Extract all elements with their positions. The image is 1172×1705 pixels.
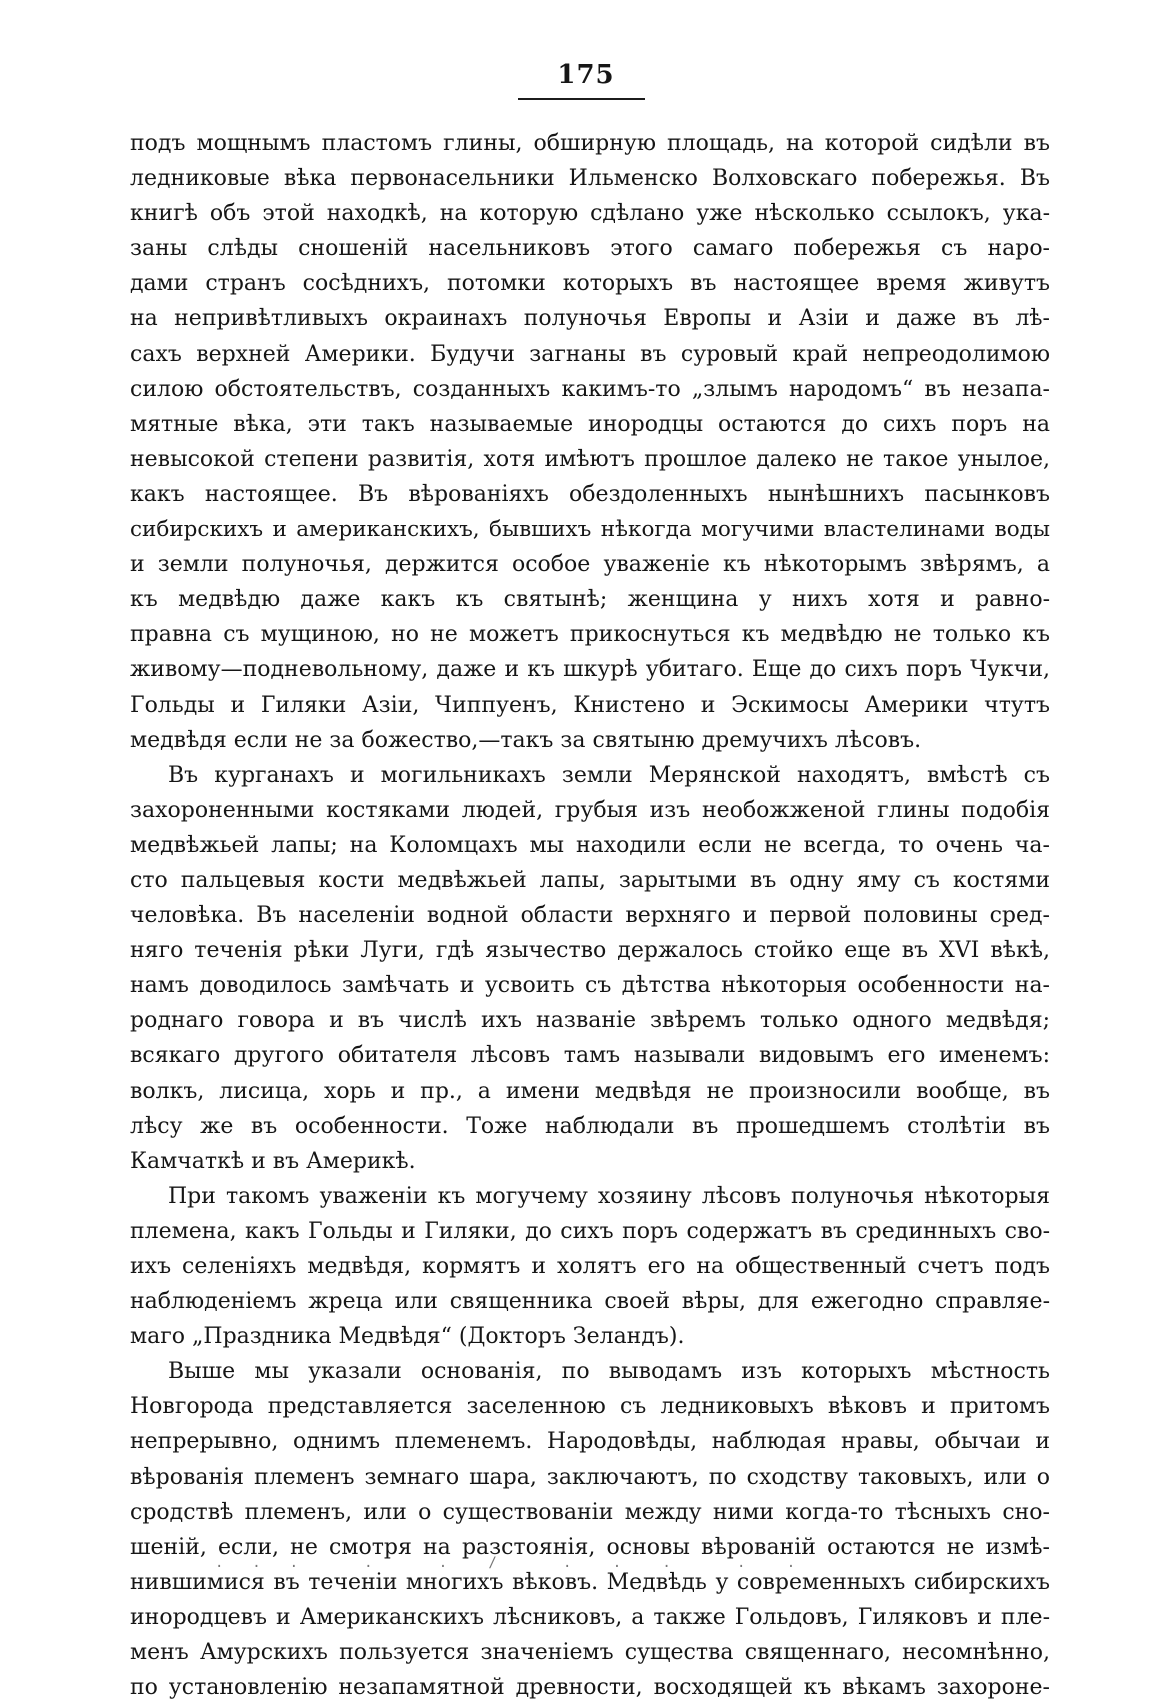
text-line: невысокой степени развитія, хотя имѣютъ прошлое далеко не такое унылое, [130,446,1050,472]
text-line: Гольды и Гиляки Азіи, Чиппуенъ, Книстено и Эскимосы Америки чтутъ [130,692,1050,718]
text-line: мятные вѣка, эти такъ называемые инородцы остаются до сихъ поръ на [130,411,1050,437]
text-line: какъ настоящее. Въ вѣрованіяхъ обездоленныхъ нынѣшнихъ пасынковъ [130,481,1050,507]
paragraph [130,1354,1050,1705]
text-line: инородцевъ и Американскихъ лѣсниковъ, а также Гольдовъ, Гиляковъ и пле- [130,1604,1050,1630]
text-line: на непривѣтливыхъ окраинахъ полуночья Европы и Азіи и даже въ лѣ- [130,306,1050,332]
text-line: дами странъ сосѣднихъ, потомки которыхъ въ настоящее время живутъ [130,271,1050,297]
text-line: сибирскихъ и американскихъ, бывшихъ нѣкогда могучими властелинами воды [130,517,1050,543]
text-line: наблюденіемъ жреца или священника своей вѣры, для ежегодно справляе- [130,1289,1050,1315]
page-number: 175 [557,60,615,90]
text-line: захороненными костяками людей, грубыя изъ необожженой глины подобія [130,797,1050,823]
text-line: волкъ, лисица, хорь и пр., а имени медвѣдя не произносили вообще, въ [130,1078,1050,1104]
text-line: сто пальцевыя кости медвѣжьей лапы, зарытыми въ одну яму съ костями [130,867,1050,893]
text-line: медвѣдя если не за божество,—такъ за святыню дремучихъ лѣсовъ. [130,727,922,753]
text-line: сахъ верхней Америки. Будучи загнаны въ суровый край непреодолимою [130,341,1050,367]
text-line: няго теченія рѣки Луги, гдѣ язычество держалось стойко еще въ XVI вѣкѣ, [130,938,1050,964]
text-line: Выше мы указали основанія, по выводамъ изъ которыхъ мѣстность [168,1359,1050,1385]
text-line: При такомъ уваженіи къ могучему хозяину лѣсовъ полуночья нѣкоторыя [168,1183,1050,1209]
text-line: вѣрованія племенъ земнаго шара, заключаютъ, по сходству таковыхъ, или о [130,1464,1050,1490]
text-line: непрерывно, однимъ племенемъ. Народовѣды, наблюдая нравы, обычаи и [130,1429,1050,1455]
text-line: Въ курганахъ и могильникахъ земли Мерянской находятъ, вмѣстѣ съ [168,762,1050,788]
text-line: правна съ мущиною, но не можетъ прикоснуться къ медвѣдю не только къ [130,622,1050,648]
text-line: по установленію незапамятной древности, восходящей къ вѣкамъ захороне- [130,1675,1050,1701]
header-rule [518,98,645,100]
text-line: нившимися въ теченіи многихъ вѣковъ. Медвѣдь у современныхъ сибирскихъ [130,1569,1050,1595]
text-line: Камчаткѣ и въ Америкѣ. [130,1148,416,1174]
text-line: къ медвѣдю даже какъ къ святынѣ; женщина у нихъ хотя и равно- [130,587,1050,613]
paragraph [130,126,1050,758]
text-line: всякаго другого обитателя лѣсовъ тамъ называли видовымъ его именемъ: [130,1043,1050,1069]
text-line: книгѣ объ этой находкѣ, на которую сдѣлано уже нѣсколько ссылокъ, ука- [130,201,1050,227]
text-line: менъ Амурскихъ пользуется значеніемъ существа священнаго, несомнѣнно, [130,1640,1050,1666]
text-line: намъ доводилось замѣчать и усвоить съ дѣтства нѣкоторыя особенности на- [130,973,1050,999]
text-line: племена, какъ Гольды и Гиляки, до сихъ поръ содержатъ въ срединныхъ сво- [130,1218,1050,1244]
paragraph [130,758,1050,1179]
text-line: ледниковые вѣка первонасельники Ильменско Волховскаго побережья. Въ [130,166,1050,192]
body-text [130,126,1050,1705]
paragraph [130,1179,1050,1354]
text-line: роднаго говора и въ числѣ ихъ названіе звѣремъ только одного медвѣдя; [130,1008,1050,1034]
text-line: маго „Праздника Медвѣдя“ (Докторъ Зеландъ). [130,1324,685,1350]
text-line: подъ мощнымъ пластомъ глины, обширную площадь, на которой сидѣли въ [130,131,1050,156]
text-line: шеній, если, не смотря на разстоянія, основы вѣрованій остаются не измѣ- [130,1534,1050,1560]
text-line: медвѣжьей лапы; на Коломцахъ мы находили если не всегда, то очень ча- [130,832,1050,858]
text-line: сродствѣ племенъ, или о существованіи между ними когда-то тѣсныхъ сно- [130,1499,1050,1525]
text-line: силою обстоятельствъ, созданныхъ какимъ-то „злымъ народомъ“ въ незапа- [130,376,1050,402]
text-line: ихъ селеніяхъ медвѣдя, кормятъ и холятъ его на общественный счетъ подъ [130,1254,1050,1279]
text-line: и земли полуночья, держится особое уваженіе къ нѣкоторымъ звѣрямъ, а [130,552,1050,578]
print-specks: . . . . . / . . . . . [215,1555,800,1571]
text-line: лѣсу же въ особенности. Тоже наблюдали въ прошедшемъ столѣтіи въ [130,1113,1050,1139]
text-line: живому—подневольному, даже и къ шкурѣ убитаго. Еще до сихъ поръ Чукчи, [130,657,1050,683]
text-line: Новгорода представляется заселенною съ ледниковыхъ вѣковъ и притомъ [130,1394,1050,1420]
text-line: человѣка. Въ населеніи водной области верхняго и первой половины сред- [130,903,1050,929]
text-line: заны слѣды сношеній насельниковъ этого самаго побережья съ наро- [130,236,1050,262]
